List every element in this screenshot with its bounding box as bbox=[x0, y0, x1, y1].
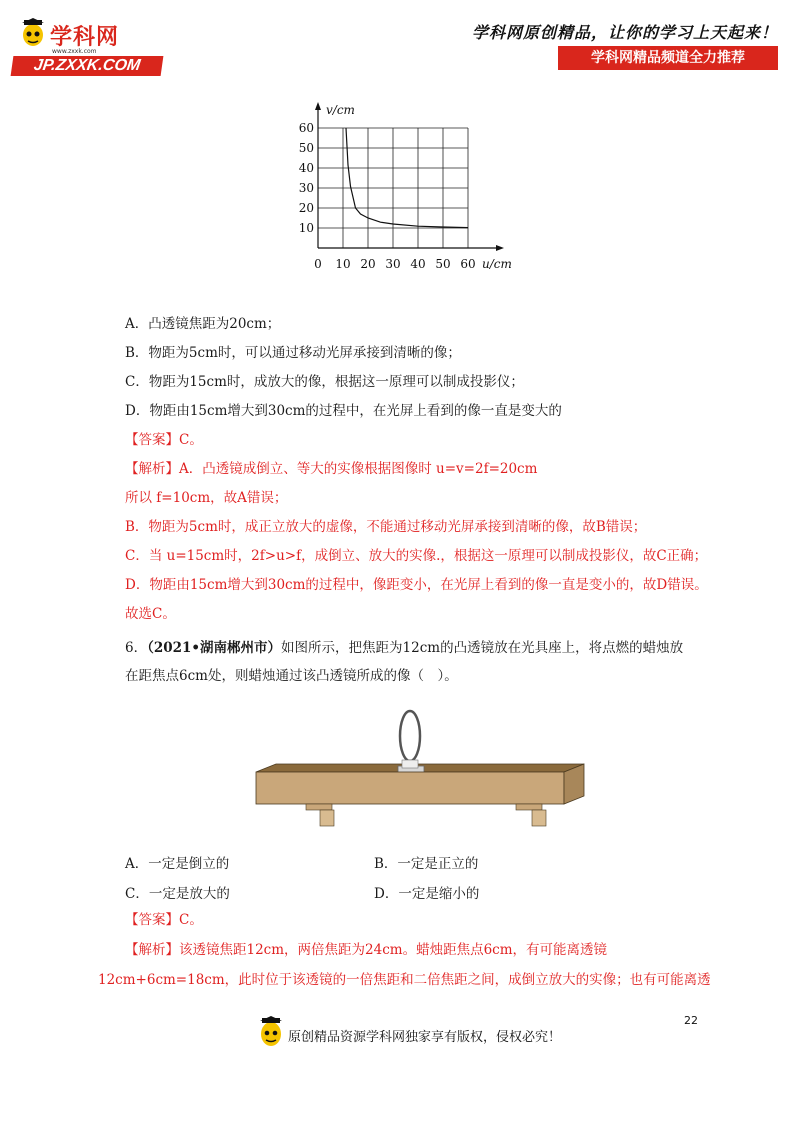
lens-ring bbox=[400, 711, 420, 761]
q5-analysis-line: C．当 u=15cm时，2f>u>f，成倒立、放大的实像.，根据这一原理可以制成投影仪，故C正确； bbox=[125, 548, 708, 564]
q5-analysis-line: D．物距由15cm增大到30cm的过程中，像距变小，在光屏上看到的像一直是变小的，故D错误。 bbox=[125, 577, 708, 593]
bench-foot-right bbox=[532, 810, 546, 826]
logo-subtext: www.zxxk.com bbox=[52, 48, 97, 55]
y-tick-label: 10 bbox=[298, 221, 314, 235]
q6-option-c: C．一定是放大的 bbox=[125, 886, 230, 902]
y-axis-label: v/cm bbox=[326, 103, 355, 117]
logo-url: JP.ZXXK.COM bbox=[11, 56, 164, 76]
q6-number: 6． bbox=[125, 640, 148, 656]
x-axis-label: u/cm bbox=[482, 257, 512, 271]
q6-answer: 【答案】C。 bbox=[125, 912, 203, 928]
q6-stem-line2: 在距焦点6cm处，则蜡烛通过该凸透镜所成的像（ ）。 bbox=[125, 668, 458, 684]
q6-stem-line bbox=[125, 636, 683, 656]
footer-copyright: 原创精品资源学科网独家享有版权，侵权必究！ bbox=[288, 1030, 562, 1045]
q6-option-a: A．一定是倒立的 bbox=[125, 856, 230, 872]
header-slogan: 学科网原创精品，让你的学习上天起来！ bbox=[471, 23, 778, 42]
header-banner[interactable]: 学科网精品频道全力推荐 bbox=[558, 46, 778, 70]
image-distance-chart bbox=[292, 96, 522, 282]
q6-analysis-line: 【解析】该透镜焦距12cm，两倍焦距为24cm。蜡烛距焦点6cm，有可能离透镜 bbox=[125, 942, 608, 958]
q5-option-b: B．物距为5cm时，可以通过移动光屏承接到清晰的像； bbox=[125, 345, 461, 361]
q6-option-d: D．一定是缩小的 bbox=[374, 886, 480, 902]
q5-analysis-line: B．物距为5cm时，成正立放大的虚像，不能通过移动光屏承接到清晰的像，故B错误； bbox=[125, 519, 647, 535]
bench-front bbox=[256, 772, 564, 804]
mascot-icon bbox=[20, 18, 46, 48]
mascot-icon bbox=[258, 1016, 284, 1048]
logo-text: 学科网 bbox=[50, 25, 120, 50]
page-number: 22 bbox=[684, 1014, 698, 1027]
y-tick-label: 50 bbox=[298, 141, 314, 155]
bench-leg-left bbox=[306, 804, 332, 810]
x-tick-label: 50 bbox=[435, 257, 451, 271]
x-tick-label: 20 bbox=[360, 257, 376, 271]
q5-option-c: C．物距为15cm时，成放大的像，根据这一原理可以制成投影仪； bbox=[125, 374, 524, 390]
y-tick-label: 40 bbox=[298, 161, 314, 175]
q5-option-d: D．物距由15cm增大到30cm的过程中，在光屏上看到的像一直是变大的 bbox=[125, 403, 562, 419]
x-tick-label: 60 bbox=[460, 257, 476, 271]
q6-option-b: B．一定是正立的 bbox=[374, 856, 479, 872]
x-tick-label: 10 bbox=[335, 257, 351, 271]
y-tick-label: 30 bbox=[298, 181, 314, 195]
q5-analysis-line: 所以 f=10cm，故A错误； bbox=[125, 490, 288, 506]
q6-source: （2021•湖南郴州市） bbox=[147, 640, 282, 656]
q5-option-a: A．凸透镜焦距为20cm； bbox=[125, 316, 281, 332]
chart-svg bbox=[292, 96, 522, 282]
site-logo[interactable] bbox=[12, 16, 162, 74]
x-axis-arrow bbox=[496, 245, 504, 251]
q5-analysis-line: 【解析】A．凸透镜成倒立、等大的实像根据图像时 u=v=2f=20cm bbox=[125, 461, 538, 477]
lens-base bbox=[402, 760, 418, 768]
bench-leg-right bbox=[516, 804, 542, 810]
q6-stem: 如图所示，把焦距为12cm的凸透镜放在光具座上，将点燃的蜡烛放 bbox=[281, 640, 684, 656]
optical-bench-figure bbox=[246, 706, 586, 830]
q5-analysis-line: 故选C。 bbox=[125, 606, 176, 622]
x-tick-label: 0 bbox=[314, 257, 322, 271]
bench-foot-left bbox=[320, 810, 334, 826]
q5-answer: 【答案】C。 bbox=[125, 432, 203, 448]
data-curve bbox=[346, 128, 468, 228]
y-axis-arrow bbox=[315, 102, 321, 110]
x-tick-label: 30 bbox=[385, 257, 401, 271]
y-tick-label: 60 bbox=[298, 121, 314, 135]
q6-analysis-line: 12cm+6cm=18cm，此时位于该透镜的一倍焦距和二倍焦距之间，成倒立放大的实像；也有可能离透 bbox=[98, 972, 711, 988]
x-tick-label: 40 bbox=[410, 257, 426, 271]
y-tick-label: 20 bbox=[298, 201, 314, 215]
